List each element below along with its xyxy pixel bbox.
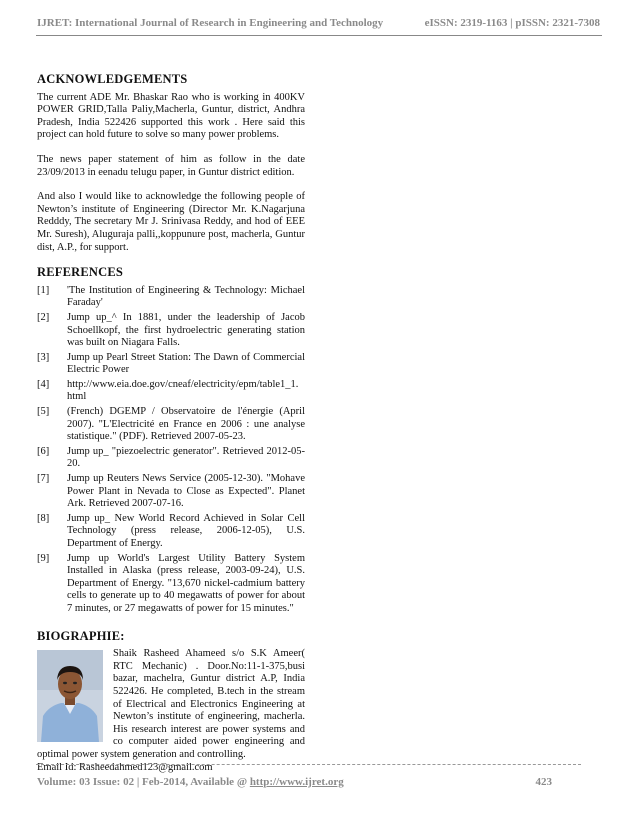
references-list: [37, 285, 305, 616]
reference-item: [37, 446, 305, 471]
biography-text: Shaik Rasheed Ahameed s/o S.K Ameer( RTC Mechanic) . Door.No:11-1-375,busi bazar, machelra, Guntur district A.P, India 522426. He completed, B.tech in the stream of Electrical and Electronics Engineering at Newton’s institute of engineering, macherla. His research interest are power systems and co computer aided power engineering and optimal power system generation and controlling.: [37, 648, 305, 760]
ack-paragraph: The current ADE Mr. Bhaskar Rao who is working in 400KV POWER GRID,Talla Paliy,Macherla, Guntur, district, Andhra Pradesh, India 522426 supported this work . Here said this project can hold future to solve so many power problems.: [37, 91, 305, 141]
reference-item: [37, 285, 305, 310]
main-column: [37, 73, 305, 774]
reference-item: [37, 352, 305, 377]
journal-header: [37, 17, 600, 29]
reference-text: Jump up Reuters News Service (2005-12-30). "Mohave Power Plant in Nevada to Close as Expected". Planet Ark. Retrieved 2007-07-16.: [67, 473, 305, 510]
reference-text: Jump up World's Largest Utility Battery System Installed in Alaska (press release, 2003-09-24), U.S. Department of Energy. "13,670 nickel-cadmium battery cells to generate up to 40 megawatts of power for about 7 minutes, or 27 megawatts of power for 15 minutes.": [67, 552, 305, 614]
reference-item: [37, 473, 305, 511]
reference-number: [4]: [37, 378, 50, 390]
reference-number: [3]: [37, 351, 50, 363]
reference-number: [8]: [37, 512, 50, 524]
author-email: Email Id: Rasheedahmed123@gmail.com: [37, 761, 213, 773]
journal-url-link[interactable]: http://www.ijret.org: [249, 776, 344, 788]
reference-text: 'The Institution of Engineering & Technology: Michael Faraday': [67, 284, 305, 309]
header-divider: [36, 35, 602, 36]
reference-number: [2]: [37, 311, 50, 323]
author-portrait-image: [37, 650, 103, 742]
reference-text: Jump up Pearl Street Station: The Dawn of Commercial Electric Power: [67, 351, 305, 376]
volume-info: Volume: 03 Issue: 02 | Feb-2014, Available @: [37, 776, 250, 788]
issn-info: eISSN: 2319-1163 | pISSN: 2321-7308: [424, 17, 600, 29]
reference-item: [37, 312, 305, 350]
reference-number: [9]: [37, 552, 50, 564]
acknowledgements-heading: ACKNOWLEDGEMENTS: [37, 72, 188, 86]
ack-paragraph: The news paper statement of him as follow in the date 23/09/2013 in eenadu telugu paper, in Guntur district edition.: [37, 153, 305, 178]
ack-paragraph: And also I would like to acknowledge the following people of Newton’s institute of Engineering (Director Mr. K.Nagarjuna Redddy, The secretary Mr J. Srinivasa Reddy, and hod of EEE Mr. Suresh), Aluguraja palli,,koppunure post, macherla, Guntur dist, A.P., for support.: [37, 191, 305, 253]
page-number: 423: [535, 776, 552, 788]
reference-item: [37, 553, 305, 616]
references-heading: REFERENCES: [37, 265, 124, 280]
reference-text: Jump up_^ In 1881, under the leadership of Jacob Schoellkopf, the first hydroelectric generating station was built on Niagara Falls.: [67, 311, 305, 349]
page-footer: [37, 776, 552, 788]
reference-text: Jump up_ New World Record Achieved in Solar Cell Technology (press release, 2006-12-05), U.S. Department of Energy.: [67, 512, 305, 549]
reference-item: [37, 379, 305, 404]
biography-section: [37, 648, 305, 774]
reference-number: [1]: [37, 284, 50, 296]
reference-text: Jump up_ "piezoelectric generator". Retrieved 2012-05-20.: [67, 445, 305, 470]
reference-item: [37, 406, 305, 444]
reference-item: [37, 513, 305, 551]
reference-text: (French) DGEMP / Observatoire de l'énergie (April 2007). "L'Electricité en France en 2006 : une analyse statistique." (PDF). Retrieved 2007-05-23.: [67, 406, 305, 443]
footer-divider: [36, 764, 581, 765]
journal-title: IJRET: International Journal of Research in Engineering and Technology: [37, 17, 384, 29]
author-photo: [37, 650, 103, 742]
reference-number: [7]: [37, 473, 50, 485]
reference-number: [5]: [37, 406, 50, 418]
reference-text: http://www.eia.doe.gov/cneaf/electricity/epm/table1_1. html: [67, 378, 299, 403]
reference-number: [6]: [37, 445, 50, 457]
biography-heading: BIOGRAPHIE:: [37, 628, 125, 643]
